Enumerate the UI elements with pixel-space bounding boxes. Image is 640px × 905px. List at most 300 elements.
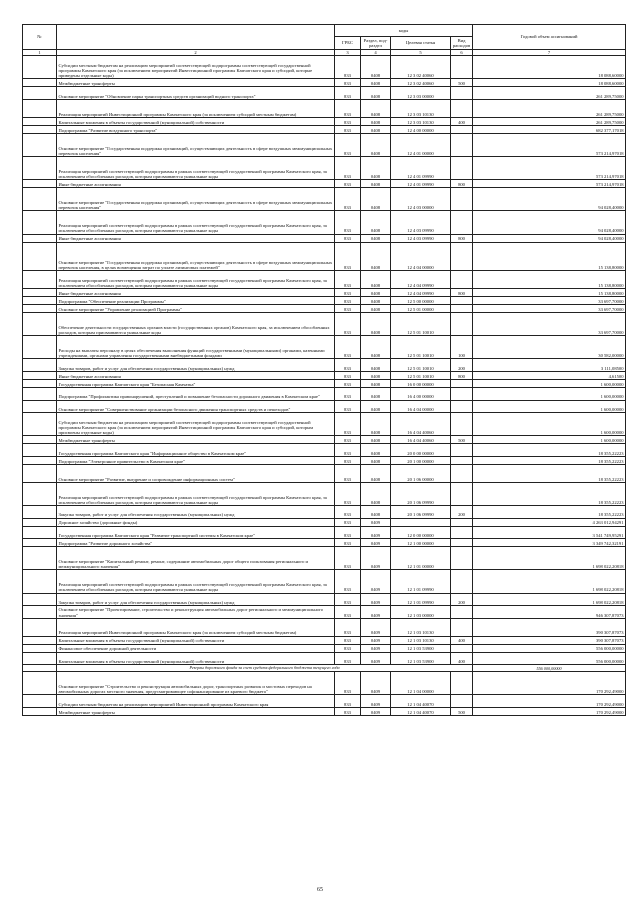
row-grbs: 833 bbox=[335, 379, 361, 387]
row-expense-type bbox=[451, 157, 473, 180]
row-expense-type bbox=[451, 618, 473, 636]
row-number bbox=[23, 188, 57, 211]
row-amount: 1 698 022,20818 bbox=[473, 570, 626, 593]
row-target: 16 4 04 40060 bbox=[391, 413, 451, 436]
row-amount: 170 292,49000 bbox=[473, 695, 626, 708]
row-name: Основное мероприятие "Управление реализацией Программы" bbox=[57, 304, 335, 312]
row-section: 0408 bbox=[361, 379, 391, 387]
row-name: Дорожное хозяйство (дорожные фонды) bbox=[57, 518, 335, 526]
row-section: 0408 bbox=[361, 125, 391, 133]
table-row bbox=[23, 371, 626, 379]
row-target: 20 0 00 00000 bbox=[391, 444, 451, 457]
row-number bbox=[23, 271, 57, 289]
row-section: 0408 bbox=[361, 157, 391, 180]
table-row bbox=[23, 413, 626, 436]
row-name: Основное мероприятие "Государственная поддержка организаций, осуществляющих деятельность в сфере воздушных межмуниципальных перевозок населения" bbox=[57, 133, 335, 156]
row-expense-type: 800 bbox=[451, 371, 473, 379]
row-section: 0408 bbox=[361, 436, 391, 444]
row-name: Подпрограмма "Развитие дорожного хозяйства" bbox=[57, 539, 335, 547]
row-number bbox=[23, 400, 57, 413]
row-name: Реализация мероприятий соответствующей подпрограммы в рамках соответствующей государственной программы Камчатского края, за исключением обособленных расходов, которым присваиваются уникальные коды bbox=[57, 271, 335, 289]
row-expense-type bbox=[451, 482, 473, 505]
table-row bbox=[23, 672, 626, 695]
row-grbs: 833 bbox=[335, 234, 361, 242]
row-number bbox=[23, 695, 57, 708]
row-amount: 33 697,70000 bbox=[473, 296, 626, 304]
row-amount: 15 138,80000 bbox=[473, 271, 626, 289]
row-expense-type: 500 bbox=[451, 707, 473, 715]
header-number: № bbox=[23, 25, 57, 50]
table-row bbox=[23, 539, 626, 547]
row-number bbox=[23, 672, 57, 695]
row-section: 0408 bbox=[361, 312, 391, 335]
row-grbs: 833 bbox=[335, 312, 361, 335]
row-name: Основное мероприятие "Развитие, внедрение и сопровождение информационных систем" bbox=[57, 464, 335, 482]
row-target: 12 4 03 00000 bbox=[391, 188, 451, 211]
row-name: Капитальные вложения в объекты государственной (муниципальной) собственности bbox=[57, 117, 335, 125]
row-number bbox=[23, 117, 57, 125]
table-row bbox=[23, 707, 626, 715]
row-number bbox=[23, 296, 57, 304]
table-row bbox=[23, 464, 626, 482]
row-expense-type: 800 bbox=[451, 234, 473, 242]
row-section: 0409 bbox=[361, 547, 391, 570]
row-section: 0409 bbox=[361, 644, 391, 652]
table-row bbox=[23, 444, 626, 457]
row-expense-type bbox=[451, 312, 473, 335]
row-expense-type bbox=[451, 387, 473, 400]
row-expense-type: 400 bbox=[451, 117, 473, 125]
row-section: 0408 bbox=[361, 211, 391, 234]
row-target: 16 4 04 40060 bbox=[391, 436, 451, 444]
row-number bbox=[23, 547, 57, 570]
row-section: 0408 bbox=[361, 456, 391, 464]
row-number bbox=[23, 436, 57, 444]
row-expense-type bbox=[451, 56, 473, 79]
table-row bbox=[23, 379, 626, 387]
row-expense-type: 400 bbox=[451, 652, 473, 665]
row-section: 0408 bbox=[361, 387, 391, 400]
row-amount: 261 289,75000 bbox=[473, 99, 626, 117]
row-target: 12 5 01 10010 bbox=[391, 336, 451, 359]
row-name: Основное мероприятие "Государственная поддержка организаций, осуществляющих деятельность в сфере воздушных межмуниципальных перевозок населения" bbox=[57, 188, 335, 211]
table-row bbox=[23, 644, 626, 652]
row-name: Закупка товаров, работ и услуг для обеспечения государственных (муниципальных) нужд bbox=[57, 505, 335, 518]
row-number bbox=[23, 387, 57, 400]
row-target: 12 4 04 09990 bbox=[391, 288, 451, 296]
row-section: 0409 bbox=[361, 652, 391, 665]
table-row bbox=[23, 652, 626, 665]
row-amount: 33 697,70000 bbox=[473, 312, 626, 335]
row-target: 12 1 03 10130 bbox=[391, 636, 451, 644]
row-amount: 1 600,00000 bbox=[473, 387, 626, 400]
row-target: 12 1 04 40070 bbox=[391, 695, 451, 708]
row-number bbox=[23, 157, 57, 180]
row-grbs: 833 bbox=[335, 636, 361, 644]
row-grbs: 833 bbox=[335, 371, 361, 379]
row-section: 0408 bbox=[361, 271, 391, 289]
row-name: Основное мероприятие "Проектирование, строительство и реконструкция автомобильных дорог регионального и межмуниципального значения" bbox=[57, 606, 335, 619]
row-grbs: 833 bbox=[335, 211, 361, 234]
row-expense-type bbox=[451, 400, 473, 413]
table-body bbox=[23, 56, 626, 716]
row-section: 0408 bbox=[361, 99, 391, 117]
row-target: 12 1 01 00000 bbox=[391, 547, 451, 570]
row-grbs: 833 bbox=[335, 644, 361, 652]
row-expense-type: 100 bbox=[451, 336, 473, 359]
row-amount: 261 289,75000 bbox=[473, 117, 626, 125]
row-expense-type: 800 bbox=[451, 180, 473, 188]
row-grbs: 833 bbox=[335, 99, 361, 117]
row-number bbox=[23, 304, 57, 312]
row-target: 12 4 04 09990 bbox=[391, 271, 451, 289]
row-number bbox=[23, 125, 57, 133]
row-amount: 18 088,60000 bbox=[473, 79, 626, 87]
row-name: Обеспечение деятельности государственных органов власти (государственных органов) Камчатского края, за исключением обособленных расходов, которым присваиваются уникальные коды bbox=[57, 312, 335, 335]
row-number bbox=[23, 56, 57, 79]
row-expense-type: 500 bbox=[451, 79, 473, 87]
row-target: 16 4 04 00000 bbox=[391, 400, 451, 413]
row-target: 12 5 01 10010 bbox=[391, 312, 451, 335]
row-section: 0409 bbox=[361, 618, 391, 636]
note-spacer bbox=[23, 665, 57, 672]
row-section: 0408 bbox=[361, 133, 391, 156]
row-target: 12 4 03 09990 bbox=[391, 211, 451, 234]
row-grbs: 833 bbox=[335, 387, 361, 400]
row-grbs: 833 bbox=[335, 593, 361, 606]
row-number bbox=[23, 707, 57, 715]
row-number bbox=[23, 234, 57, 242]
row-number bbox=[23, 636, 57, 644]
row-target: 20 1 00 00000 bbox=[391, 456, 451, 464]
row-expense-type: 200 bbox=[451, 593, 473, 606]
row-grbs: 833 bbox=[335, 547, 361, 570]
row-section: 0408 bbox=[361, 304, 391, 312]
row-section: 0409 bbox=[361, 570, 391, 593]
row-name: Финансовое обеспечение дорожной деятельности bbox=[57, 644, 335, 652]
table-row bbox=[23, 400, 626, 413]
row-number bbox=[23, 464, 57, 482]
row-expense-type bbox=[451, 125, 473, 133]
row-name: Подпрограмма "Развитие воздушного транспорта" bbox=[57, 125, 335, 133]
row-number bbox=[23, 312, 57, 335]
row-section: 0409 bbox=[361, 695, 391, 708]
row-section: 0408 bbox=[361, 371, 391, 379]
row-amount: 682 377,17018 bbox=[473, 125, 626, 133]
row-amount: 1 600,00000 bbox=[473, 379, 626, 387]
table-row bbox=[23, 133, 626, 156]
row-name: Подпрограмма "Обеспечение реализации Программы" bbox=[57, 296, 335, 304]
table-row bbox=[23, 518, 626, 526]
header-section: Раздел, под-раздел bbox=[361, 37, 391, 50]
row-grbs: 833 bbox=[335, 618, 361, 636]
row-grbs: 833 bbox=[335, 464, 361, 482]
row-name: Иные бюджетные ассигнования bbox=[57, 180, 335, 188]
row-amount: 1 698 022,20818 bbox=[473, 593, 626, 606]
row-number bbox=[23, 518, 57, 526]
row-section: 0408 bbox=[361, 482, 391, 505]
row-grbs: 833 bbox=[335, 707, 361, 715]
table-row bbox=[23, 505, 626, 518]
table-row bbox=[23, 288, 626, 296]
row-amount: 15 138,80000 bbox=[473, 242, 626, 271]
row-amount: 18 355,22223 bbox=[473, 482, 626, 505]
note-row bbox=[23, 665, 626, 672]
row-grbs: 833 bbox=[335, 672, 361, 695]
row-section: 0408 bbox=[361, 79, 391, 87]
row-name: Межбюджетные трансферты bbox=[57, 436, 335, 444]
row-amount: 18 355,22223 bbox=[473, 505, 626, 518]
row-name: Основное мероприятие "Государственная поддержка организаций, осуществляющих деятельность в сфере воздушных межмуниципальных перевозок населения, в целях возмещения затрат по уплате лизинговых платежей" bbox=[57, 242, 335, 271]
row-expense-type bbox=[451, 456, 473, 464]
row-name: Государственная программа Камчатского края "Безопасная Камчатка" bbox=[57, 379, 335, 387]
row-name: Субсидии местным бюджетам на реализацию мероприятий Инвестиционной программы Камчатского края bbox=[57, 695, 335, 708]
row-grbs: 833 bbox=[335, 413, 361, 436]
row-grbs: 833 bbox=[335, 125, 361, 133]
row-target: 12 5 01 10010 bbox=[391, 371, 451, 379]
row-grbs: 833 bbox=[335, 87, 361, 100]
row-expense-type bbox=[451, 188, 473, 211]
row-expense-type bbox=[451, 133, 473, 156]
table-row bbox=[23, 387, 626, 400]
row-amount: 170 292,49000 bbox=[473, 707, 626, 715]
row-grbs: 833 bbox=[335, 133, 361, 156]
row-amount: 18 088,60000 bbox=[473, 56, 626, 79]
column-number: 7 bbox=[473, 50, 626, 56]
table-row bbox=[23, 296, 626, 304]
row-amount: 3 349 742,32191 bbox=[473, 539, 626, 547]
budget-table bbox=[22, 24, 626, 716]
row-grbs: 833 bbox=[335, 271, 361, 289]
row-amount: 94 028,40000 bbox=[473, 188, 626, 211]
row-expense-type bbox=[451, 547, 473, 570]
table-row bbox=[23, 636, 626, 644]
row-expense-type bbox=[451, 99, 473, 117]
row-section: 0409 bbox=[361, 672, 391, 695]
column-number: 5 bbox=[391, 50, 451, 56]
column-number: 4 bbox=[361, 50, 391, 56]
row-number bbox=[23, 618, 57, 636]
row-amount: 556 000,00000 bbox=[473, 652, 626, 665]
table-row bbox=[23, 125, 626, 133]
row-grbs: 833 bbox=[335, 606, 361, 619]
row-name: Иные бюджетные ассигнования bbox=[57, 371, 335, 379]
row-grbs: 833 bbox=[335, 526, 361, 539]
row-number bbox=[23, 505, 57, 518]
table-row bbox=[23, 79, 626, 87]
row-section: 0409 bbox=[361, 707, 391, 715]
table-row bbox=[23, 593, 626, 606]
page-number: 65 bbox=[317, 887, 323, 893]
row-section: 0408 bbox=[361, 288, 391, 296]
row-number bbox=[23, 211, 57, 234]
row-section: 0408 bbox=[361, 117, 391, 125]
row-section: 0408 bbox=[361, 464, 391, 482]
row-target: 12 1 03 53900 bbox=[391, 652, 451, 665]
row-grbs: 833 bbox=[335, 400, 361, 413]
row-amount: 18 355,22223 bbox=[473, 444, 626, 457]
row-section: 0408 bbox=[361, 87, 391, 100]
row-number bbox=[23, 413, 57, 436]
column-number: 1 bbox=[23, 50, 57, 56]
row-grbs: 833 bbox=[335, 188, 361, 211]
row-section: 0409 bbox=[361, 636, 391, 644]
row-grbs: 833 bbox=[335, 288, 361, 296]
row-section: 0409 bbox=[361, 526, 391, 539]
row-amount: 556 000,00000 bbox=[473, 644, 626, 652]
row-amount: 18 355,22223 bbox=[473, 464, 626, 482]
header-codes: коды bbox=[335, 25, 473, 37]
note-text: Резервы дорожного фонда за счет средств федерального бюджета текущего года bbox=[57, 665, 473, 672]
row-grbs: 833 bbox=[335, 652, 361, 665]
row-amount: 94 028,40000 bbox=[473, 234, 626, 242]
row-expense-type bbox=[451, 379, 473, 387]
row-number bbox=[23, 379, 57, 387]
table-row bbox=[23, 211, 626, 234]
row-target: 12 3 03 10130 bbox=[391, 117, 451, 125]
row-name: Государственная программа Камчатского края "Информационное общество в Камчатском крае" bbox=[57, 444, 335, 457]
row-amount: 33 697,70000 bbox=[473, 304, 626, 312]
row-name: Основное мероприятие "Обновление парка транспортных средств организаций водного транспорта" bbox=[57, 87, 335, 100]
row-name: Иные бюджетные ассигнования bbox=[57, 288, 335, 296]
table-row bbox=[23, 304, 626, 312]
row-expense-type bbox=[451, 464, 473, 482]
row-name: Межбюджетные трансферты bbox=[57, 79, 335, 87]
row-expense-type bbox=[451, 87, 473, 100]
row-number bbox=[23, 99, 57, 117]
row-number bbox=[23, 444, 57, 457]
table-row bbox=[23, 56, 626, 79]
row-expense-type bbox=[451, 526, 473, 539]
row-name: Реализация мероприятий соответствующей подпрограммы в рамках соответствующей государственной программы Камчатского края, за исключением обособленных расходов, которым присваиваются уникальные коды bbox=[57, 211, 335, 234]
row-expense-type: 500 bbox=[451, 436, 473, 444]
header-name bbox=[57, 25, 335, 50]
column-number: 2 bbox=[57, 50, 335, 56]
row-expense-type bbox=[451, 296, 473, 304]
row-amount: 390 307,87073 bbox=[473, 618, 626, 636]
row-expense-type bbox=[451, 304, 473, 312]
row-grbs: 833 bbox=[335, 304, 361, 312]
row-amount: 1 600,00000 bbox=[473, 413, 626, 436]
row-expense-type: 400 bbox=[451, 636, 473, 644]
row-grbs: 833 bbox=[335, 456, 361, 464]
table-row bbox=[23, 99, 626, 117]
row-expense-type bbox=[451, 413, 473, 436]
row-target: 12 0 00 00000 bbox=[391, 526, 451, 539]
table-row bbox=[23, 618, 626, 636]
table-row bbox=[23, 547, 626, 570]
row-target: 12 4 00 00000 bbox=[391, 125, 451, 133]
row-target: 12 1 03 10130 bbox=[391, 618, 451, 636]
note-amount: 556 000,00000 bbox=[473, 665, 626, 672]
row-section: 0409 bbox=[361, 606, 391, 619]
row-expense-type bbox=[451, 518, 473, 526]
row-target: 12 1 04 00000 bbox=[391, 672, 451, 695]
table-row bbox=[23, 157, 626, 180]
row-target: 16 0 00 00000 bbox=[391, 379, 451, 387]
row-number bbox=[23, 456, 57, 464]
row-name: Основное мероприятие "Капитальный ремонт, ремонт, содержание автомобильных дорог общего пользования регионального и межмуниципального значения" bbox=[57, 547, 335, 570]
row-section: 0408 bbox=[361, 188, 391, 211]
row-name: Государственная программа Камчатского края "Развитие транспортной системы в Камчатском крае" bbox=[57, 526, 335, 539]
table-row bbox=[23, 336, 626, 359]
row-section: 0408 bbox=[361, 336, 391, 359]
row-section: 0409 bbox=[361, 593, 391, 606]
row-expense-type bbox=[451, 644, 473, 652]
table-row bbox=[23, 456, 626, 464]
row-section: 0409 bbox=[361, 518, 391, 526]
row-grbs: 833 bbox=[335, 482, 361, 505]
row-number bbox=[23, 644, 57, 652]
row-grbs: 833 bbox=[335, 518, 361, 526]
row-name: Основное мероприятие "Строительство и реконструкция автомобильных дорог, транспортных развязок и мостовых переходов на автомобильных дорогах местного значения, предусматривающее софинансирование из краевого бюджета" bbox=[57, 672, 335, 695]
row-expense-type: 800 bbox=[451, 288, 473, 296]
row-grbs: 833 bbox=[335, 296, 361, 304]
row-target: 12 1 00 00000 bbox=[391, 539, 451, 547]
row-name: Подпрограмма "Профилактика правонарушений, преступлений и повышение безопасности дорожного движения в Камчатском крае" bbox=[57, 387, 335, 400]
row-grbs: 833 bbox=[335, 157, 361, 180]
row-number bbox=[23, 359, 57, 372]
row-grbs: 833 bbox=[335, 359, 361, 372]
row-number bbox=[23, 288, 57, 296]
row-target: 12 4 04 00000 bbox=[391, 242, 451, 271]
table-row bbox=[23, 695, 626, 708]
row-expense-type bbox=[451, 242, 473, 271]
row-section: 0408 bbox=[361, 234, 391, 242]
row-grbs: 833 bbox=[335, 444, 361, 457]
row-name: Реализация мероприятий соответствующей подпрограммы в рамках соответствующей государственной программы Камчатского края, за исключением обособленных расходов, которым присваиваются уникальные коды bbox=[57, 157, 335, 180]
row-name: Закупка товаров, работ и услуг для обеспечения государственных (муниципальных) нужд bbox=[57, 359, 335, 372]
row-number bbox=[23, 482, 57, 505]
row-amount: 4,61500 bbox=[473, 371, 626, 379]
header-expense-type: Вид расходов bbox=[451, 37, 473, 50]
header-target: Целевая статья bbox=[391, 37, 451, 50]
row-name: Субсидии местным бюджетам на реализацию мероприятий соответствующей подпрограммы соответствующей государственной программы Камчатского края (за исключением мероприятий Инвестиционной программы Камчатского края и субсидий, которым присвоены отдельные коды) bbox=[57, 413, 335, 436]
row-target: 12 3 02 40060 bbox=[391, 56, 451, 79]
row-amount: 30 582,00000 bbox=[473, 336, 626, 359]
table-row bbox=[23, 526, 626, 539]
row-target: 12 1 03 53900 bbox=[391, 644, 451, 652]
row-target: 20 1 06 09990 bbox=[391, 482, 451, 505]
row-section: 0408 bbox=[361, 242, 391, 271]
table-row bbox=[23, 117, 626, 125]
row-name: Расходы на выплаты персоналу в целях обеспечения выполнения функций государственными (муниципальными) органами, казенными учреждениями, органами управления государственными внебюджетными фондами bbox=[57, 336, 335, 359]
row-section: 0409 bbox=[361, 539, 391, 547]
row-number bbox=[23, 336, 57, 359]
row-expense-type bbox=[451, 211, 473, 234]
row-amount: 573 214,97018 bbox=[473, 133, 626, 156]
row-expense-type bbox=[451, 570, 473, 593]
row-section: 0408 bbox=[361, 413, 391, 436]
row-amount: 170 292,49000 bbox=[473, 672, 626, 695]
row-grbs: 833 bbox=[335, 436, 361, 444]
table-row bbox=[23, 271, 626, 289]
row-target: 12 3 02 40060 bbox=[391, 79, 451, 87]
table-row bbox=[23, 570, 626, 593]
row-target: 20 1 06 00000 bbox=[391, 464, 451, 482]
row-amount: 4 263 012,94291 bbox=[473, 518, 626, 526]
table-row bbox=[23, 188, 626, 211]
column-number: 3 bbox=[335, 50, 361, 56]
row-expense-type bbox=[451, 271, 473, 289]
table-row bbox=[23, 87, 626, 100]
row-number bbox=[23, 242, 57, 271]
row-number bbox=[23, 606, 57, 619]
row-number bbox=[23, 526, 57, 539]
row-number bbox=[23, 593, 57, 606]
row-name: Капитальные вложения в объекты государственной (муниципальной) собственности bbox=[57, 652, 335, 665]
row-amount: 18 355,22223 bbox=[473, 456, 626, 464]
